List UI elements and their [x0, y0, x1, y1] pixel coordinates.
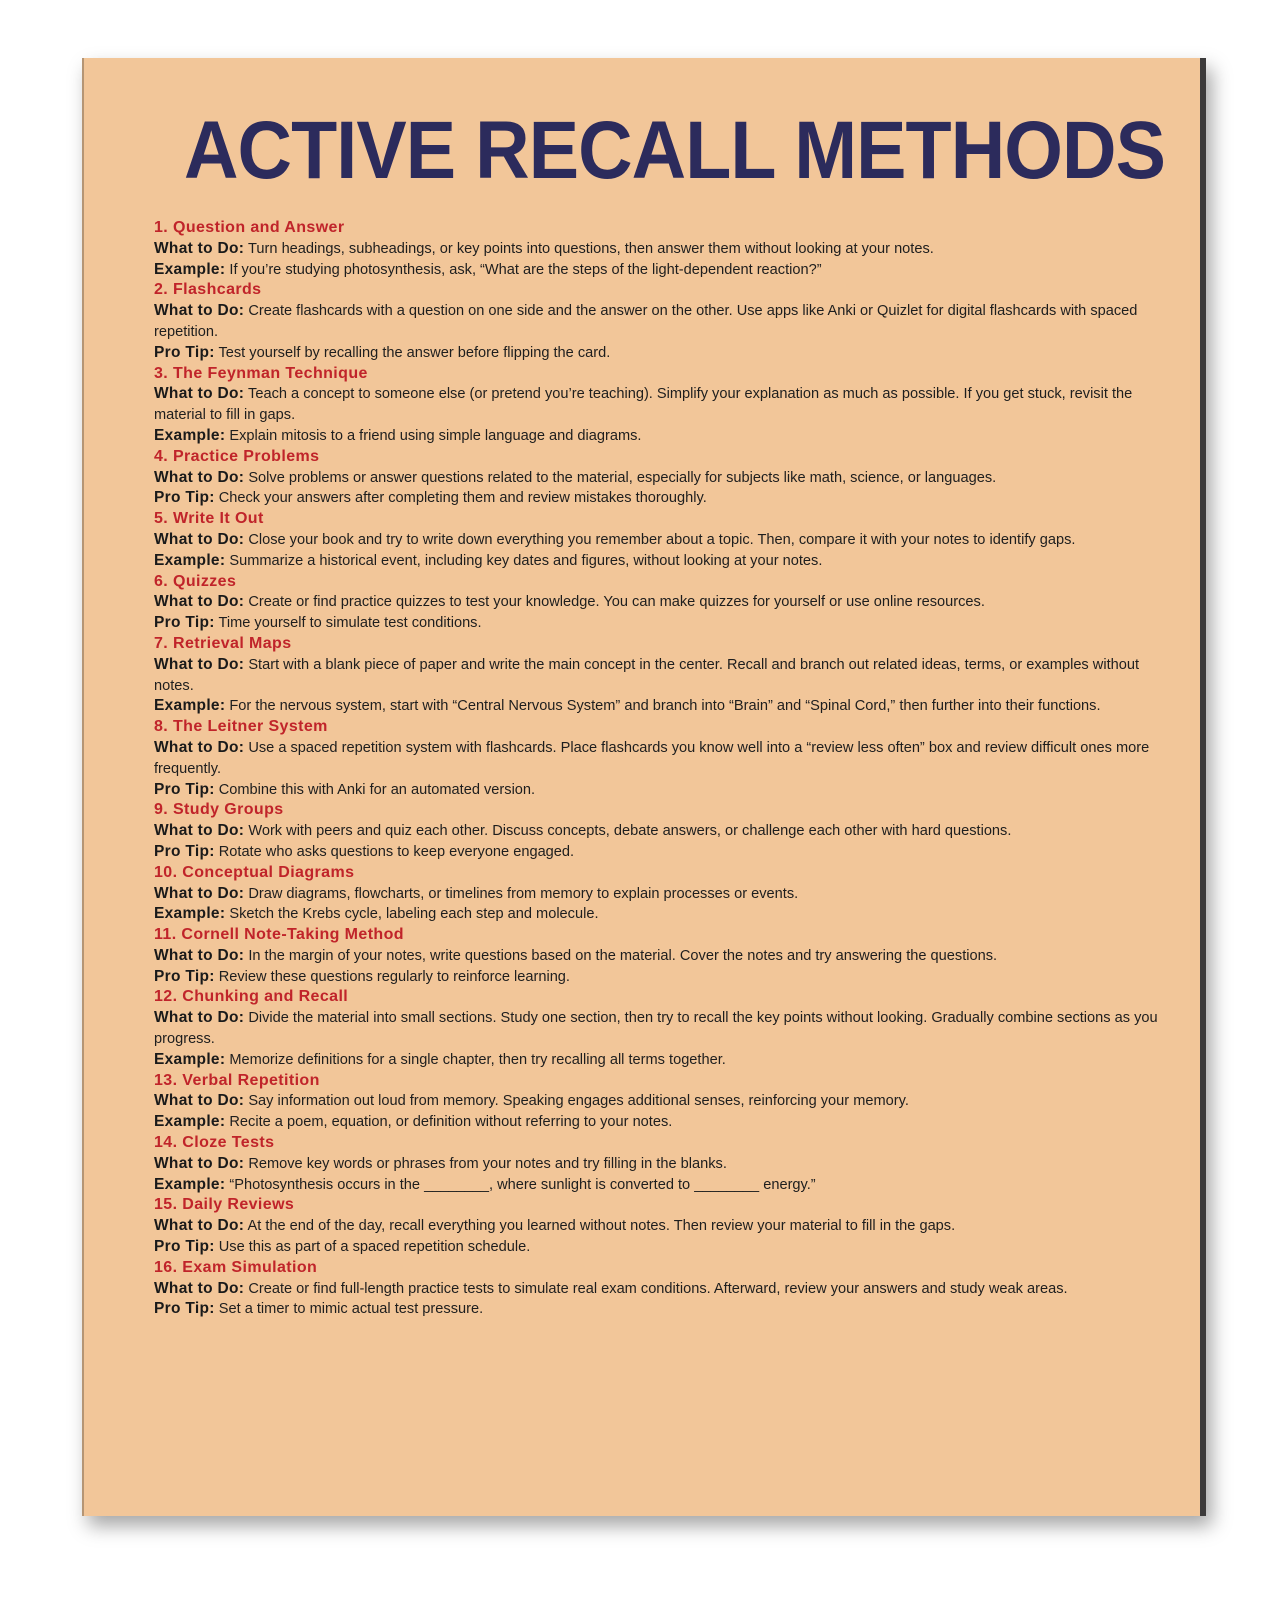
line-label: What to Do:: [154, 1092, 245, 1110]
line-text: Close your book and try to write down everything you remember about a topic. Then, compare it with your notes to identify gaps.: [248, 531, 1076, 548]
method-line: [154, 592, 1164, 613]
line-label: Pro Tip:: [154, 780, 215, 798]
method-heading: 12. Chunking and Recall: [154, 988, 349, 1006]
page-title: ACTIVE RECALL METHODS: [184, 105, 1166, 196]
poster: [82, 58, 1206, 1516]
method-heading: 5. Write It Out: [154, 510, 264, 528]
method-section: [154, 800, 1164, 862]
method-heading: 11. Cornell Note-Taking Method: [154, 926, 404, 944]
method-heading: 1. Question and Answer: [154, 219, 345, 236]
method-line: [154, 904, 1164, 925]
line-text: Say information out loud from memory. Speaking engages additional senses, reinforcing your memory.: [248, 1093, 909, 1110]
line-label: Example:: [154, 1175, 226, 1193]
method-line: [154, 239, 1164, 260]
method-section: [154, 218, 1164, 280]
method-section: [154, 987, 1164, 1070]
method-section: [154, 280, 1164, 363]
line-label: Example:: [154, 1113, 226, 1131]
method-line: [154, 488, 1164, 509]
line-label: Example:: [154, 697, 226, 715]
line-text: At the end of the day, recall everything you learned without notes. Then review your material to fill in the gaps.: [247, 1218, 956, 1235]
line-text: Memorize definitions for a single chapter, then try recalling all terms together.: [229, 1051, 726, 1068]
method-heading: 7. Retrieval Maps: [154, 634, 292, 652]
line-text: Time yourself to simulate test conditions.: [218, 615, 482, 632]
method-line: [154, 1008, 1164, 1050]
method-line: [154, 842, 1164, 863]
method-section: [154, 1071, 1164, 1133]
line-text: Sketch the Krebs cycle, labeling each step and molecule.: [229, 906, 599, 923]
method-line: [154, 1091, 1164, 1112]
line-label: What to Do:: [154, 822, 245, 840]
method-heading: 6. Quizzes: [154, 572, 237, 590]
line-text: Summarize a historical event, including key dates and figures, without looking at your notes.: [229, 552, 823, 569]
line-text: Test yourself by recalling the answer before flipping the card.: [218, 344, 611, 361]
line-label: Pro Tip:: [154, 1238, 215, 1256]
line-label: What to Do:: [154, 385, 245, 403]
method-line: [154, 613, 1164, 634]
line-label: What to Do:: [154, 302, 245, 320]
line-text: Work with peers and quiz each other. Discuss concepts, debate answers, or challenge each other with hard questions.: [248, 823, 1012, 840]
line-label: What to Do:: [154, 946, 245, 964]
line-text: Solve problems or answer questions related to the material, especially for subjects like math, science, or languages.: [248, 469, 997, 486]
method-line: [154, 1216, 1164, 1237]
line-label: Example:: [154, 905, 226, 923]
line-label: What to Do:: [154, 468, 245, 486]
line-text: Create or find practice quizzes to test your knowledge. You can make quizzes for yourself or use online resources.: [248, 594, 985, 611]
method-section: [154, 717, 1164, 800]
line-label: Example:: [154, 1050, 226, 1068]
line-label: What to Do:: [154, 655, 245, 673]
methods-list: [154, 218, 1164, 1320]
line-text: Create flashcards with a question on one side and the answer on the other. Use apps like Anki or Quizlet for digital flashcards with spaced repetition.: [154, 303, 1138, 340]
line-label: Example:: [154, 551, 226, 569]
line-label: Pro Tip:: [154, 1300, 215, 1318]
line-text: Explain mitosis to a friend using simple language and diagrams.: [229, 427, 642, 444]
method-line: [154, 1112, 1164, 1133]
method-heading: 13. Verbal Repetition: [154, 1071, 320, 1089]
method-heading: 4. Practice Problems: [154, 447, 320, 465]
line-label: Pro Tip:: [154, 967, 215, 985]
method-line: [154, 1154, 1164, 1175]
method-heading: 3. The Feynman Technique: [154, 364, 368, 382]
line-label: What to Do:: [154, 1279, 245, 1297]
line-text: “Photosynthesis occurs in the ________, where sunlight is converted to ________ energy.”: [229, 1176, 816, 1193]
method-line: [154, 384, 1164, 426]
method-section: [154, 364, 1164, 447]
line-text: Check your answers after completing them and review mistakes thoroughly.: [218, 490, 707, 507]
line-label: Pro Tip:: [154, 842, 215, 860]
line-label: Pro Tip:: [154, 343, 215, 361]
line-text: In the margin of your notes, write questions based on the material. Cover the notes and try answering the questions.: [248, 947, 998, 964]
line-text: Draw diagrams, flowcharts, or timelines from memory to explain processes or events.: [248, 885, 799, 902]
line-label: Pro Tip:: [154, 614, 215, 632]
method-line: [154, 343, 1164, 364]
method-section: [154, 1258, 1164, 1320]
line-label: Pro Tip:: [154, 489, 215, 507]
method-line: [154, 1237, 1164, 1258]
method-section: [154, 509, 1164, 571]
line-label: What to Do:: [154, 884, 245, 902]
method-line: [154, 530, 1164, 551]
line-text: Turn headings, subheadings, or key points into questions, then answer them without looking at your notes.: [248, 240, 934, 257]
line-text: Use a spaced repetition system with flashcards. Place flashcards you know well into a “review less often” box and review difficult ones more frequently.: [154, 739, 1150, 777]
line-text: Use this as part of a spaced repetition schedule.: [218, 1239, 531, 1256]
method-section: [154, 572, 1164, 634]
method-section: [154, 863, 1164, 925]
line-text: Rotate who asks questions to keep everyone engaged.: [218, 843, 575, 860]
line-label: What to Do:: [154, 530, 245, 548]
line-text: Set a timer to mimic actual test pressure.: [218, 1301, 484, 1318]
line-text: Remove key words or phrases from your notes and try filling in the blanks.: [248, 1155, 727, 1172]
method-line: [154, 1175, 1164, 1196]
method-line: [154, 1299, 1164, 1320]
line-label: Example:: [154, 260, 226, 278]
method-line: [154, 821, 1164, 842]
line-text: Review these questions regularly to reinforce learning.: [218, 968, 570, 985]
method-heading: 2. Flashcards: [154, 281, 262, 299]
line-text: Start with a blank piece of paper and write the main concept in the center. Recall and branch out related ideas, terms, or examples without notes.: [154, 656, 1140, 694]
method-line: [154, 468, 1164, 489]
method-section: [154, 634, 1164, 717]
method-line: [154, 738, 1164, 780]
line-label: What to Do:: [154, 1217, 245, 1235]
method-heading: 14. Cloze Tests: [154, 1134, 275, 1152]
line-text: Recite a poem, equation, or definition without referring to your notes.: [229, 1114, 673, 1131]
line-text: Create or find full-length practice tests to simulate real exam conditions. Afterward, review your answers and study weak areas.: [248, 1280, 1068, 1297]
method-heading: 16. Exam Simulation: [154, 1258, 318, 1276]
method-section: [154, 1195, 1164, 1257]
method-line: [154, 696, 1164, 717]
method-line: [154, 551, 1164, 572]
method-line: [154, 1050, 1164, 1071]
method-line: [154, 1279, 1164, 1300]
method-line: [154, 426, 1164, 447]
method-line: [154, 884, 1164, 905]
line-text: Divide the material into small sections. Study one section, then try to recall the key points without looking. Gradually combine sections as you progress.: [154, 1010, 1158, 1048]
line-text: If you’re studying photosynthesis, ask, “What are the steps of the light-dependent reaction?”: [229, 261, 822, 278]
line-label: What to Do:: [154, 738, 245, 756]
method-heading: 9. Study Groups: [154, 801, 284, 819]
line-label: What to Do:: [154, 1154, 245, 1172]
line-label: What to Do:: [154, 1009, 245, 1027]
line-label: What to Do:: [154, 593, 245, 611]
method-line: [154, 967, 1164, 988]
method-line: [154, 301, 1164, 343]
method-line: [154, 780, 1164, 801]
method-section: [154, 447, 1164, 509]
line-label: What to Do:: [154, 239, 245, 257]
line-text: Combine this with Anki for an automated version.: [218, 781, 536, 798]
method-line: [154, 260, 1164, 281]
method-section: [154, 1133, 1164, 1195]
method-line: [154, 655, 1164, 697]
line-text: Teach a concept to someone else (or pretend you’re teaching). Simplify your explanation as much as possible. If you get stuck, revisit the material to fill in gaps.: [154, 386, 1133, 424]
method-heading: 8. The Leitner System: [154, 718, 328, 736]
method-line: [154, 946, 1164, 967]
method-heading: 10. Conceptual Diagrams: [154, 863, 355, 881]
method-section: [154, 925, 1164, 987]
method-heading: 15. Daily Reviews: [154, 1196, 295, 1214]
line-text: For the nervous system, start with “Central Nervous System” and branch into “Brain” and “Spinal Cord,” then further into their functions.: [229, 698, 1101, 715]
line-label: Example:: [154, 426, 226, 444]
